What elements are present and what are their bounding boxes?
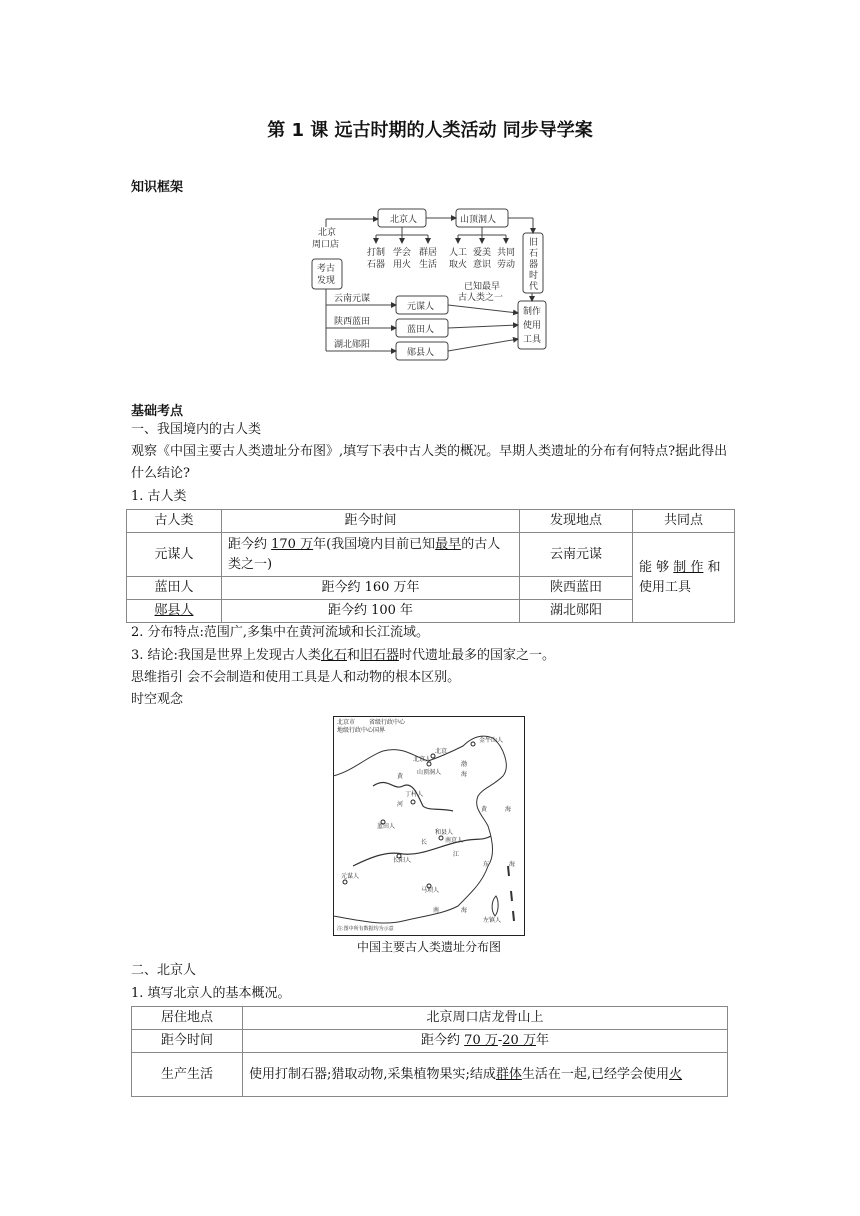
table-cell-label: 距今时间 [132, 1030, 243, 1053]
svg-text:用火: 用火 [393, 260, 412, 270]
table-cell-common: 能 够 制 作 和使用工具 [633, 533, 735, 623]
table-cell: 云南元谋 [520, 533, 633, 577]
table-cell: 蓝田人 [127, 577, 222, 600]
svg-text:旧: 旧 [529, 238, 539, 248]
svg-text:周口店: 周口店 [312, 240, 340, 250]
svg-text:黄: 黄 [481, 806, 488, 813]
table-cell-label: 生产生活 [132, 1053, 243, 1097]
svg-text:河: 河 [397, 801, 404, 808]
table-cell: 陕西蓝田 [520, 577, 633, 600]
svg-text:古人类之一: 古人类之一 [458, 293, 504, 303]
knowledge-framework-diagram [308, 203, 554, 363]
svg-text:群居: 群居 [419, 248, 438, 258]
svg-text:江: 江 [453, 851, 460, 858]
svg-text:考古: 考古 [317, 264, 336, 274]
svg-text:湖北郧阳: 湖北郧阳 [334, 340, 371, 350]
table-cell: 使用打制石器;猎取动物,采集植物果实;结成群体生活在一起,已经学会使用火 [243, 1053, 728, 1097]
svg-text:器: 器 [529, 260, 539, 270]
svg-text:南: 南 [433, 907, 440, 914]
svg-text:陕西蓝田: 陕西蓝田 [334, 317, 371, 327]
svg-text:黄: 黄 [397, 773, 404, 780]
table-cell: 距今约 70 万-20 万年 [243, 1030, 728, 1053]
svg-text:注:图中所有数据均为示意: 注:图中所有数据均为示意 [337, 926, 394, 932]
svg-text:长阳人: 长阳人 [393, 857, 412, 864]
svg-text:生活: 生活 [419, 260, 438, 270]
page-title: 第 1 课 远古时期的人类活动 同步导学案 [267, 120, 593, 141]
table-header: 古人类 [127, 510, 222, 533]
svg-text:海: 海 [505, 806, 512, 813]
svg-text:北京人: 北京人 [390, 215, 418, 225]
svg-text:长: 长 [421, 839, 428, 846]
svg-text:学会: 学会 [393, 248, 412, 258]
table-cell: 距今约 170 万年(我国境内目前已知最早的古人类之一) [222, 533, 520, 577]
ancient-humans-table [126, 509, 735, 623]
svg-text:海: 海 [461, 771, 468, 778]
china-sites-map [333, 716, 525, 936]
svg-text:北京市: 北京市 [337, 719, 356, 726]
svg-text:元谋人: 元谋人 [407, 302, 435, 312]
svg-text:打制: 打制 [367, 248, 386, 258]
svg-text:地级行政中心: 地级行政中心 [337, 727, 374, 734]
svg-text:云南元谋: 云南元谋 [334, 294, 371, 304]
svg-text:左镇人: 左镇人 [483, 917, 502, 924]
table-header: 发现地点 [520, 510, 633, 533]
basics-heading: 基础考点 [131, 404, 184, 419]
svg-text:和县人: 和县人 [435, 829, 454, 836]
svg-text:东: 东 [483, 861, 490, 868]
svg-text:丁村人: 丁村人 [405, 791, 424, 798]
svg-text:省级行政中心: 省级行政中心 [369, 719, 406, 726]
svg-text:取火: 取火 [449, 260, 468, 270]
svg-text:人工: 人工 [449, 248, 468, 258]
table-cell: 元谋人 [127, 533, 222, 577]
svg-text:爱美: 爱美 [473, 248, 492, 258]
beijing-man-table [131, 1006, 728, 1097]
svg-text:意识: 意识 [473, 260, 492, 270]
svg-text:共同: 共同 [497, 248, 516, 258]
table-cell: 郧县人 [127, 600, 222, 623]
section1-intro: 观察《中国主要古人类遗址分布图》,填写下表中古人类的概况。早期人类遗址的分布有何特点?据此得出什么结论? [131, 444, 728, 481]
thinking-guide: 思维指引 会不会制造和使用工具是人和动物的根本区别。 [131, 670, 461, 685]
svg-text:渤: 渤 [461, 761, 468, 768]
svg-text:元谋人: 元谋人 [341, 873, 360, 880]
table-header: 共同点 [633, 510, 735, 533]
svg-text:南京人: 南京人 [445, 837, 464, 844]
svg-text:山顶洞人: 山顶洞人 [417, 769, 442, 776]
svg-text:工具: 工具 [523, 335, 542, 345]
svg-text:使用: 使用 [523, 321, 542, 331]
table-cell: 距今约 160 万年 [222, 577, 520, 600]
section2-sub: 1. 填写北京人的基本概况。 [131, 986, 291, 1001]
table-cell: 距今约 100 年 [222, 600, 520, 623]
svg-text:北京: 北京 [435, 748, 448, 755]
svg-text:石器: 石器 [367, 260, 386, 270]
map-caption: 中国主要古人类遗址分布图 [356, 940, 501, 954]
svg-text:海: 海 [461, 907, 468, 914]
distribution-point: 2. 分布特点:范围广,多集中在黄河流域和长江流域。 [131, 625, 430, 640]
svg-text:石: 石 [529, 249, 539, 259]
table-cell-label: 居住地点 [132, 1007, 243, 1030]
spacetime-heading: 时空观念 [131, 692, 184, 707]
section2-title: 二、北京人 [131, 963, 197, 978]
svg-text:北京人: 北京人 [413, 756, 432, 763]
table-cell: 湖北郧阳 [520, 600, 633, 623]
svg-text:制作: 制作 [523, 307, 542, 317]
svg-text:山顶洞人: 山顶洞人 [460, 215, 497, 225]
svg-text:蓝田人: 蓝田人 [407, 325, 435, 335]
svg-text:蓝田人: 蓝田人 [377, 823, 396, 830]
svg-text:发现: 发现 [317, 276, 336, 286]
svg-text:已知最早: 已知最早 [464, 282, 501, 292]
conclusion-point: 3. 结论:我国是世界上发现古人类化石和旧石器时代遗址最多的国家之一。 [131, 648, 555, 663]
table-cell: 北京周口店龙骨山上 [243, 1007, 728, 1030]
sub-heading-ancient-humans: 1. 古人类 [131, 489, 187, 504]
svg-text:海: 海 [509, 861, 516, 868]
svg-text:国界: 国界 [373, 727, 386, 734]
svg-text:劳动: 劳动 [497, 260, 516, 270]
svg-text:马坝人: 马坝人 [421, 887, 440, 894]
svg-text:代: 代 [529, 282, 539, 292]
table-header: 距今时间 [222, 510, 520, 533]
framework-heading: 知识框架 [131, 180, 184, 195]
svg-text:时: 时 [529, 271, 539, 281]
section1-title: 一、我国境内的古人类 [131, 422, 262, 437]
svg-text:北京: 北京 [318, 228, 337, 238]
svg-text:郧县人: 郧县人 [407, 348, 435, 358]
svg-text:金牛山人: 金牛山人 [479, 737, 504, 744]
